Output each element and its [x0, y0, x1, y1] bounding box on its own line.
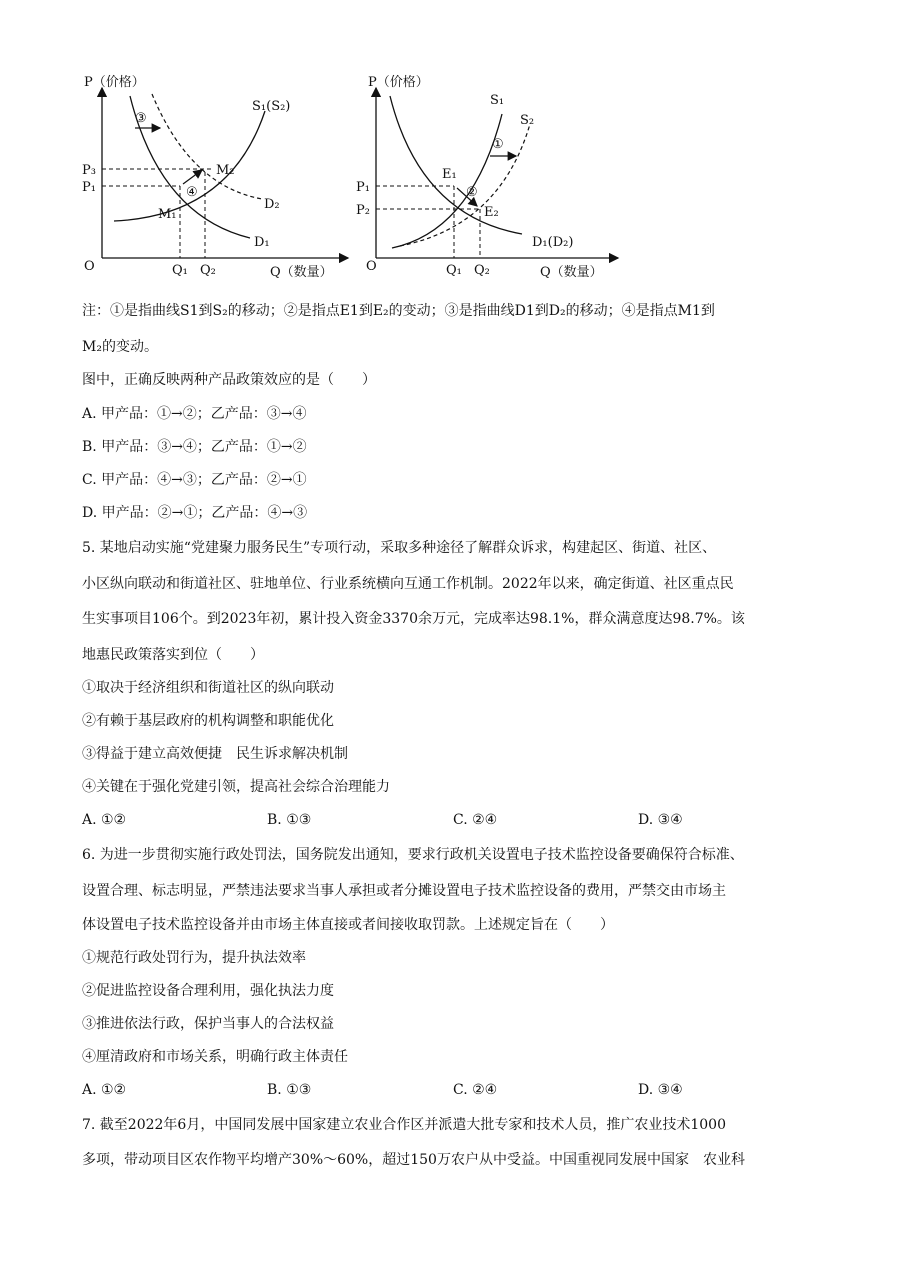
- q6-statement-3: ③推进依法行政，保护当事人的合法权益: [82, 1016, 334, 1032]
- q6-choice-d: D. ③④: [638, 1082, 683, 1098]
- q5-choice-a: A. ①②: [82, 812, 127, 828]
- q6-choice-c: C. ②④: [453, 1082, 498, 1098]
- q6-statement-1: ①规范行政处罚行为，提升执法效率: [82, 950, 306, 966]
- right-q2-label: Q₂: [474, 263, 490, 278]
- right-s1-label: S₁: [490, 93, 505, 108]
- q5-choice-c: C. ②④: [453, 812, 498, 828]
- right-marker-2: ②: [466, 185, 478, 200]
- q7-line-1: 7. 截至2022年6月，中国同发展中国家建立农业合作区并派遣大批专家和技术人员，推广农业技术1000: [82, 1117, 726, 1133]
- left-supply-label: S₁(S₂): [252, 99, 291, 114]
- right-p1-label: P₁: [356, 180, 370, 195]
- q5-statement-1: ①取决于经济组织和街道社区的纵向联动: [82, 680, 334, 696]
- right-supply-s2-curve: [400, 124, 530, 246]
- q5-line-3: 生实事项目106个。到2023年初，累计投入资金3370余万元，完成率达98.1%，群众满意度达98.7%。该: [82, 611, 745, 627]
- left-p3-label: P₃: [82, 163, 96, 178]
- q7-line-2: 多项，带动项目区农作物平均增产30%～60%，超过150万农户从中受益。中国重视同发展中国家 农业科: [82, 1152, 745, 1168]
- q4-option-a: A. 甲产品：①→②；乙产品：③→④: [82, 406, 307, 422]
- left-origin: O: [84, 259, 95, 274]
- q5-choice-d: D. ③④: [638, 812, 683, 828]
- left-d1-label: D₁: [254, 235, 270, 250]
- q5-line-1: 5. 某地启动实施“党建聚力服务民生”专项行动，采取多种途径了解群众诉求，构建起区、街道、社区、: [82, 540, 717, 556]
- right-origin: O: [366, 259, 377, 274]
- graphs-svg: [80, 66, 620, 288]
- left-m2-label: M₂: [216, 163, 235, 178]
- left-q2-label: Q₂: [200, 263, 216, 278]
- right-graph: [356, 74, 618, 280]
- right-e2-label: E₂: [484, 205, 499, 220]
- q6-line-2: 设置合理、标志明显，严禁违法要求当事人承担或者分摊设置电子技术监控设备的费用，严禁交由市场主: [82, 883, 726, 899]
- q5-choice-b: B. ①③: [267, 812, 312, 828]
- left-y-axis-label: P（价格）: [84, 75, 145, 90]
- q5-statement-3: ③得益于建立高效便捷 民生诉求解决机制: [82, 746, 348, 762]
- right-marker-1: ①: [492, 137, 504, 152]
- left-marker-4: ④: [186, 185, 198, 200]
- left-marker-3: ③: [135, 111, 147, 126]
- left-d2-label: D₂: [264, 197, 280, 212]
- q6-line-1: 6. 为进一步贯彻实施行政处罚法，国务院发出通知，要求行政机关设置电子技术监控设备要确保符合标准、: [82, 847, 744, 863]
- left-arrow-4: [183, 170, 202, 184]
- q5-line-2: 小区纵向联动和街道社区、驻地单位、行业系统横向互通工作机制。2022年以来，确定街道、社区重点民: [82, 576, 734, 592]
- left-x-axis-label: Q（数量）: [270, 265, 333, 280]
- q4-option-b: B. 甲产品：③→④；乙产品：①→②: [82, 439, 307, 455]
- right-s2-label: S₂: [520, 113, 535, 128]
- q5-statement-2: ②有赖于基层政府的机构调整和职能优化: [82, 713, 334, 729]
- right-demand-label: D₁(D₂): [532, 235, 574, 250]
- note-line-2: M₂的变动。: [82, 339, 158, 355]
- right-x-axis-label: Q（数量）: [540, 265, 603, 280]
- q6-choice-a: A. ①②: [82, 1082, 127, 1098]
- q4-option-c: C. 甲产品：④→③；乙产品：②→①: [82, 472, 307, 488]
- right-p2-label: P₂: [356, 203, 370, 218]
- q6-statement-2: ②促进监控设备合理利用，强化执法力度: [82, 983, 334, 999]
- q6-statement-4: ④厘清政府和市场关系，明确行政主体责任: [82, 1049, 348, 1065]
- q5-statement-4: ④关键在于强化党建引领，提高社会综合治理能力: [82, 779, 390, 795]
- left-q1-label: Q₁: [172, 263, 188, 278]
- note-line-1: 注：①是指曲线S1到S₂的移动；②是指点E1到E₂的变动；③是指曲线D1到D₂的移动；④是指点M1到: [82, 303, 715, 319]
- q4-stem: 图中，正确反映两种产品政策效应的是（ ）: [82, 372, 376, 388]
- left-m1-label: M₁: [158, 207, 177, 222]
- right-y-axis-label: P（价格）: [368, 75, 429, 90]
- left-p1-label: P₁: [82, 180, 96, 195]
- q6-line-3: 体设置电子技术监控设备并由市场主体直接或者间接收取罚款。上述规定旨在（ ）: [82, 917, 614, 933]
- right-q1-label: Q₁: [446, 263, 462, 278]
- left-graph: [82, 74, 348, 280]
- supply-demand-graphs: [80, 66, 620, 288]
- q6-choice-b: B. ①③: [267, 1082, 312, 1098]
- q4-option-d: D. 甲产品：②→①；乙产品：④→③: [82, 505, 308, 521]
- right-e1-label: E₁: [442, 167, 457, 182]
- q5-line-4: 地惠民政策落实到位（ ）: [82, 647, 264, 663]
- right-demand-curve: [390, 96, 522, 234]
